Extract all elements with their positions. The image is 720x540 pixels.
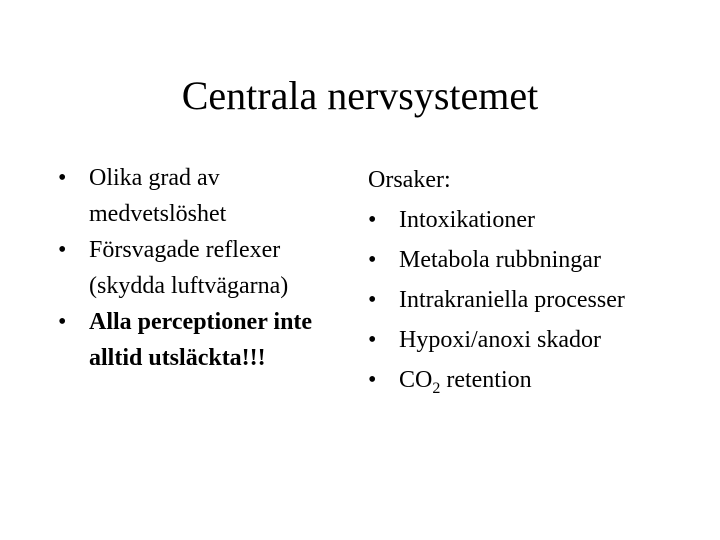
bullet-icon: • [368, 207, 377, 233]
bullet-icon: • [368, 287, 377, 313]
bullet-icon: • [368, 367, 377, 393]
bullet-icon: • [58, 165, 67, 191]
right-bullet-text: Metabola rubbningar [399, 247, 601, 273]
causes-heading: Orsaker: [368, 167, 451, 193]
right-bullet-item [368, 360, 708, 400]
left-bullet-item [58, 160, 358, 232]
bullet-icon: • [58, 237, 67, 263]
co2-retention-text [399, 367, 532, 397]
right-bullet-text: Intoxikationer [399, 207, 535, 233]
slide-title: Centrala nervsystemet [181, 73, 539, 118]
right-bullet-list [368, 160, 708, 400]
bullet-icon: • [368, 247, 377, 273]
right-bullet-item [368, 320, 708, 360]
left-bullet-item [58, 232, 358, 304]
left-column [58, 160, 358, 376]
right-bullet-item [368, 240, 708, 280]
co2-prefix: CO [399, 367, 433, 393]
co2-suffix: retention [440, 367, 532, 393]
bullet-icon: • [58, 309, 67, 335]
left-bullet-text-bold: Alla perceptioner inte alltid utsläckta!!! [89, 309, 313, 371]
left-bullet-text: Försvagade reflexer (skydda luftvägarna) [89, 237, 289, 299]
co2-subscript: 2 [432, 380, 441, 397]
right-column [368, 160, 708, 400]
bullet-icon: • [368, 327, 377, 353]
right-bullet-item [368, 280, 708, 320]
right-bullet-text: Intrakraniella processer [399, 287, 625, 313]
left-bullet-text: Olika grad av medvetslöshet [89, 165, 227, 227]
left-bullet-list [58, 160, 358, 376]
right-bullet-text: Hypoxi/anoxi skador [399, 327, 601, 353]
left-bullet-item [58, 304, 358, 376]
right-bullet-item [368, 200, 708, 240]
